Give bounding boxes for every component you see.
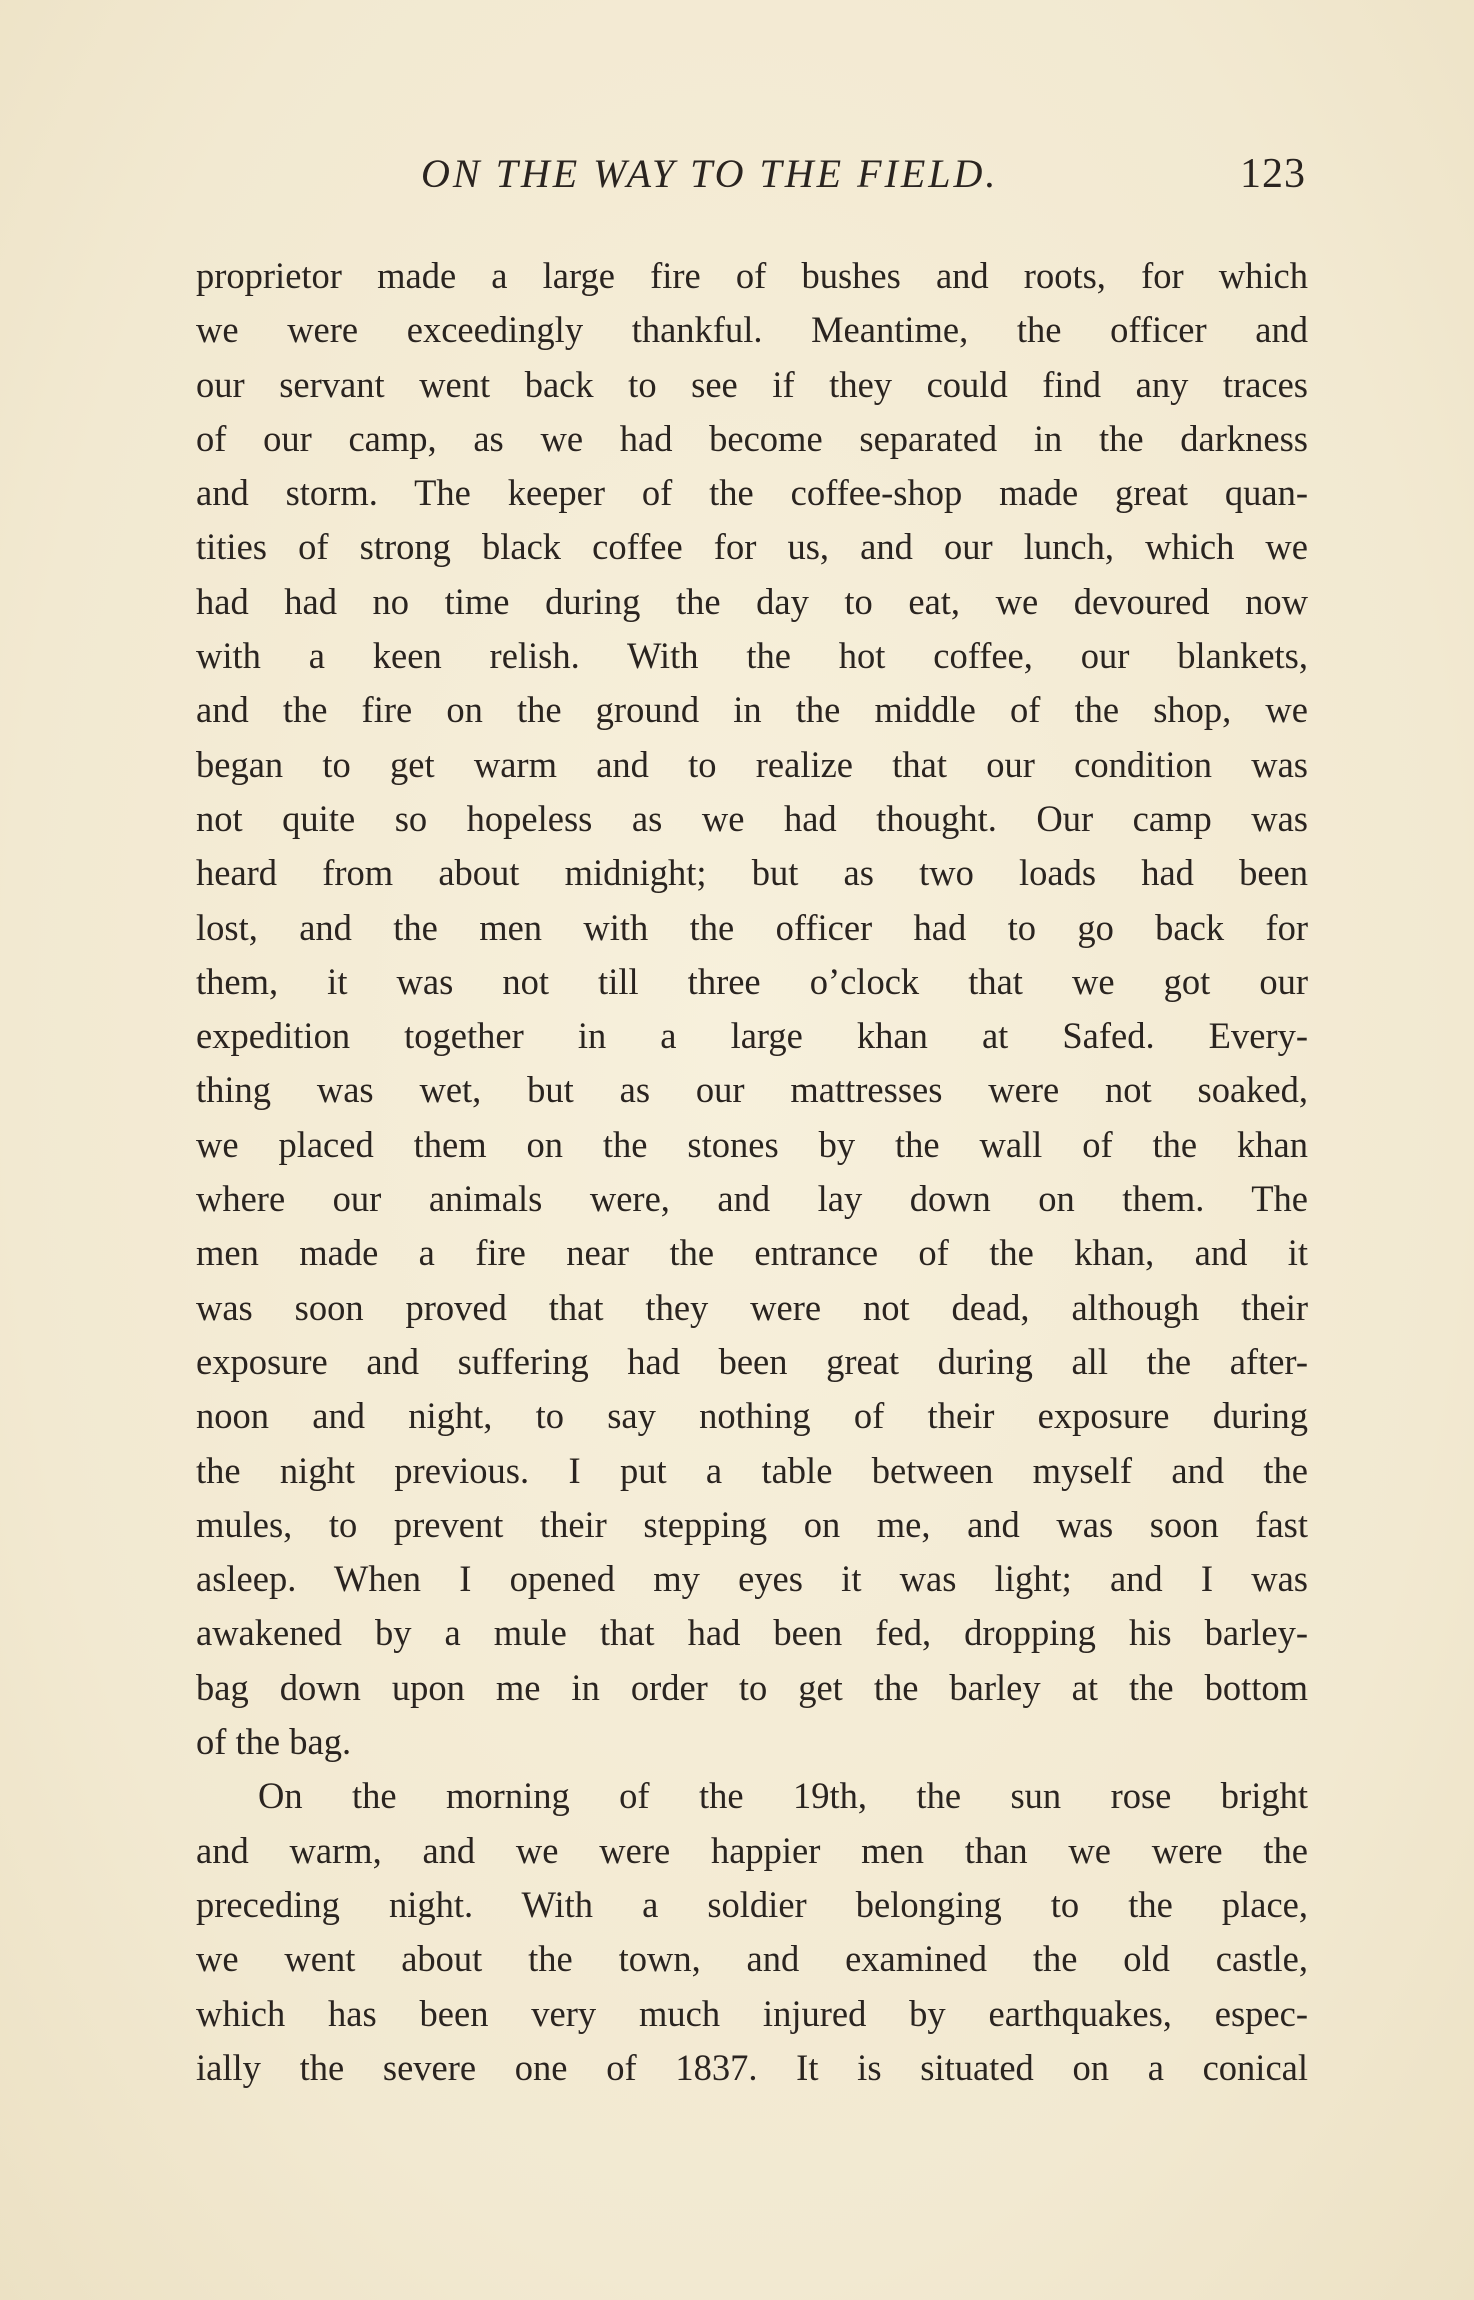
text-line: we placed them on the stones by the wall of the khan xyxy=(196,1123,1308,1165)
text-line: heard from about midnight; but as two loads had been xyxy=(196,852,1308,894)
text-line: where our animals were, and lay down on them. The xyxy=(196,1178,1308,1220)
paragraph-end-line: of the bag. xyxy=(196,1721,352,1763)
text-line: not quite so hopeless as we had thought. Our camp was xyxy=(196,797,1308,839)
text-line: began to get warm and to realize that our condition was xyxy=(196,743,1308,785)
text-line: had had no time during the day to eat, we devoured now xyxy=(196,580,1308,622)
text-line: lost, and the men with the officer had to go back for xyxy=(196,906,1308,948)
text-line: the night previous. I put a table between myself and the xyxy=(196,1449,1308,1491)
text-line: we were exceedingly thankful. Meantime, the officer and xyxy=(196,309,1308,351)
page-number: 123 xyxy=(1240,151,1306,197)
running-head xyxy=(196,150,1306,210)
text-line: ially the severe one of 1837. It is situated on a conical xyxy=(196,2046,1308,2088)
text-line: tities of strong black coffee for us, and our lunch, which we xyxy=(196,526,1308,568)
text-line: preceding night. With a soldier belonging to the place, xyxy=(196,1883,1308,1925)
body-text xyxy=(196,249,1308,2095)
text-line: and storm. The keeper of the coffee-shop made great quan- xyxy=(196,472,1308,514)
text-line: proprietor made a large fire of bushes and roots, for which xyxy=(196,255,1308,296)
text-line: thing was wet, but as our mattresses were not soaked, xyxy=(196,1069,1308,1111)
text-line: of our camp, as we had become separated in the darkness xyxy=(196,417,1308,459)
text-line: mules, to prevent their stepping on me, and was soon fast xyxy=(196,1503,1308,1545)
text-line: men made a fire near the entrance of the khan, and it xyxy=(196,1232,1308,1274)
text-line: was soon proved that they were not dead, although their xyxy=(196,1286,1308,1328)
text-line: we went about the town, and examined the old castle, xyxy=(196,1938,1308,1980)
text-line: bag down upon me in order to get the barley at the bottom xyxy=(196,1666,1308,1708)
text-line: which has been very much injured by earthquakes, espec- xyxy=(196,1992,1308,2034)
running-title: ON THE WAY TO THE FIELD. xyxy=(421,151,999,196)
paragraph-start-line: On the morning of the 19th, the sun rose bright xyxy=(258,1775,1308,1817)
text-line: them, it was not till three o’clock that we got our xyxy=(196,960,1308,1002)
text-line: and warm, and we were happier men than we were the xyxy=(196,1829,1308,1871)
text-line: our servant went back to see if they could find any traces xyxy=(196,363,1308,405)
text-line: awakened by a mule that had been fed, dropping his barley- xyxy=(196,1612,1308,1654)
text-line: with a keen relish. With the hot coffee, our blankets, xyxy=(196,635,1308,677)
text-line: exposure and suffering had been great during all the after- xyxy=(196,1340,1308,1382)
text-line: noon and night, to say nothing of their exposure during xyxy=(196,1395,1308,1437)
text-line: and the fire on the ground in the middle of the shop, we xyxy=(196,689,1308,731)
text-line: expedition together in a large khan at Safed. Every- xyxy=(196,1015,1308,1057)
text-line: asleep. When I opened my eyes it was light; and I was xyxy=(196,1558,1308,1600)
